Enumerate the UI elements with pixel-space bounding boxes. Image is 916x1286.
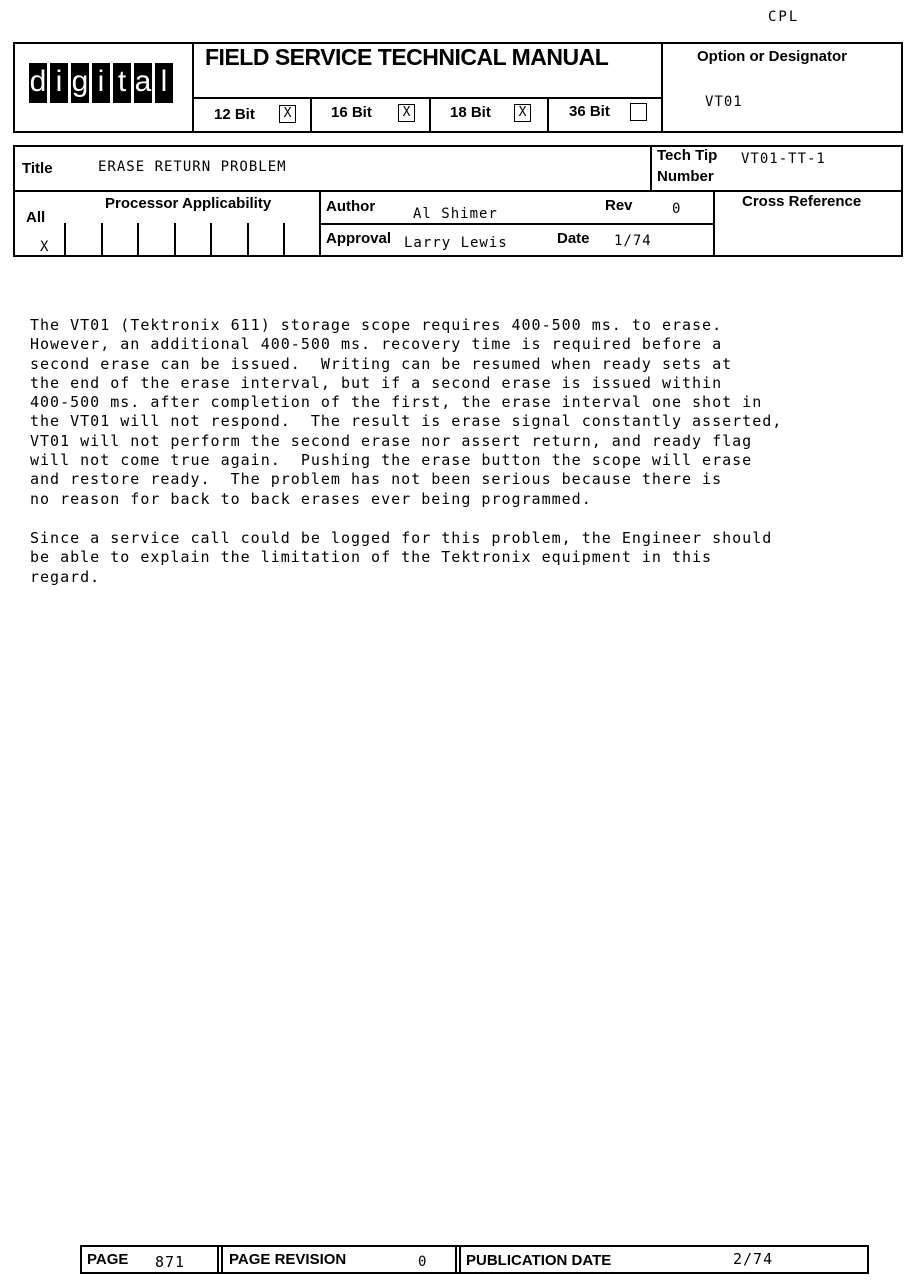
option-value: VT01	[705, 94, 743, 110]
footer-page-label: PAGE	[87, 1251, 129, 1268]
footer-revision-label: PAGE REVISION	[229, 1251, 347, 1268]
logo-letter: l	[155, 63, 173, 103]
all-label: All	[26, 209, 46, 226]
date-value: 1/74	[614, 233, 652, 249]
option-label: Option or Designator	[697, 48, 847, 65]
footer-pubdate-value: 2/74	[733, 1250, 774, 1268]
body-paragraph-1: The VT01 (Tektronix 611) storage scope requires 400-500 ms. to erase. However, an additional 400-500 ms. recovery time is required before a second erase can be issued. Writing can be resumed when ready sets at the end of the erase interval, but if a second erase is issued within 400-500 ms. after completion of the first, the erase interval one shot in the VT01 will not respond. The result is erase signal constantly asserted, VT01 will not perform the second erase nor assert return, and ready flag will not come true again. Pushing the erase button the scope will erase and restore ready. The problem has not been serious because there is no reason for back to back erases ever being programmed.	[30, 316, 783, 508]
bit-checkbox-12[interactable]: X	[279, 105, 296, 123]
logo-letter: i	[50, 63, 68, 103]
all-mark: X	[40, 239, 50, 255]
approval-value: Larry Lewis	[404, 235, 508, 251]
footer-pubdate-label: PUBLICATION DATE	[466, 1252, 612, 1269]
logo-letter: d	[29, 63, 47, 103]
author-label: Author	[326, 198, 376, 215]
bit-label-36: 36 Bit	[569, 103, 610, 120]
corner-mark: CPL	[768, 9, 800, 25]
date-label: Date	[557, 230, 590, 247]
tech-tip-label: Tech Tip	[657, 147, 718, 164]
footer-page-value: 871	[155, 1253, 186, 1271]
bit-label-12: 12 Bit	[214, 106, 255, 123]
author-value: Al Shimer	[413, 206, 498, 222]
logo-letter: a	[134, 63, 152, 103]
bit-checkbox-18[interactable]: X	[514, 104, 531, 122]
rev-label: Rev	[605, 197, 633, 214]
manual-title: FIELD SERVICE TECHNICAL MANUAL	[205, 44, 609, 70]
rev-value: 0	[672, 201, 682, 217]
logo-letter: i	[92, 63, 110, 103]
bit-checkbox-36[interactable]	[630, 103, 647, 121]
logo-letter: t	[113, 63, 131, 103]
processor-label: Processor Applicability	[105, 195, 272, 212]
tech-tip-number-label: Number	[657, 168, 714, 185]
bit-label-16: 16 Bit	[331, 104, 372, 121]
tech-tip-value: VT01-TT-1	[741, 151, 826, 167]
title-value: ERASE RETURN PROBLEM	[98, 159, 287, 175]
body-paragraph-2: Since a service call could be logged for this problem, the Engineer should be able to explain the limitation of the Tektronix equipment in this regard.	[30, 529, 773, 586]
footer-revision-value: 0	[418, 1254, 428, 1270]
approval-label: Approval	[326, 230, 392, 247]
logo-letter: g	[71, 63, 89, 103]
bit-checkbox-16[interactable]: X	[398, 104, 415, 122]
title-label: Title	[22, 160, 53, 177]
cross-reference-label: Cross Reference	[742, 193, 862, 210]
bit-label-18: 18 Bit	[450, 104, 491, 121]
